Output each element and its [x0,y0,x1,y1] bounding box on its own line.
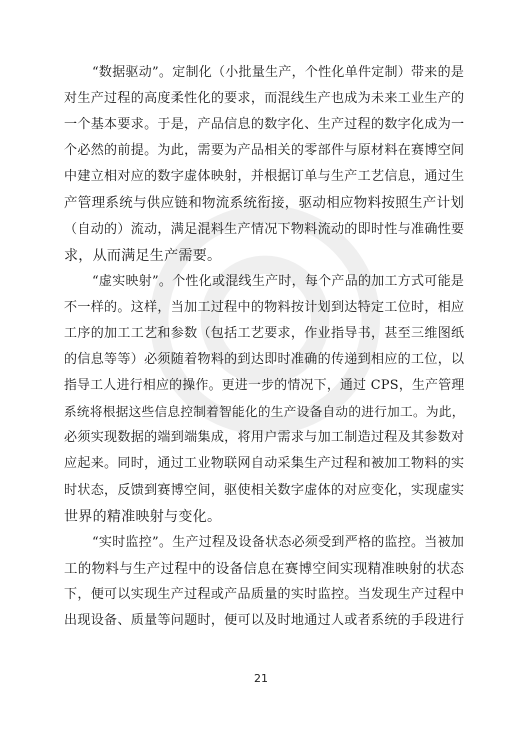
paragraph-line: “虚实映射”。个性化或混线生产时，每个产品的加工方式可能是 [92,273,465,289]
paragraph-line: “数据驱动”。定制化（小批量生产，个性化单件定制）带来的是 [92,65,465,80]
paragraph-line: 工序的加工工艺和参数（包括工艺要求，作业指导书，甚至三维图纸 [64,325,465,341]
paragraph-line: 的信息等等）必须随着物料的到达即时准确的传递到相应的工位，以 [64,352,465,368]
paragraph-line: 必须实现数据的端到端集成，将用户需求与加工制造过程及其参数对 [64,430,465,446]
paragraph-line: “实时监控”。生产过程及设备状态必须受到严格的监控。当被加 [92,534,465,550]
paragraph-line: 中建立相对应的数字虚体映射，并根据订单与生产工艺信息，通过生 [64,169,465,185]
paragraph-line: （自动的）流动，满足混料生产情况下物料流动的即时性与准确性要 [64,221,465,237]
paragraph-line: 指导工人进行相应的操作。更进一步的情况下，通过 CPS，生产管理 [64,378,465,394]
paragraph-line: 应起来。同时，通过工业物联网自动采集生产过程和被加工物料的实 [64,456,465,472]
paragraph-line: 求，从而满足生产需要。 [64,247,222,264]
paragraph-line: 一个基本要求。于是，产品信息的数字化、生产过程的数字化成为一 [64,117,465,133]
page-number: 21 [254,672,268,685]
paragraph-line: 不一样的。这样，当加工过程中的物料按计划到达特定工位时，相应 [64,299,465,315]
paragraph-line: 对生产过程的高度柔性化的要求，而混线生产也成为未来工业生产的 [64,91,465,107]
paragraph-line: 时状态，反馈到赛博空间，驱使相关数字虚体的对应变化，实现虚实 [64,482,465,498]
paragraph-line: 个必然的前提。为此，需要为产品相关的零部件与原材料在赛博空间 [64,143,465,159]
paragraph-line: 出现设备、质量等问题时，便可以及时地通过人或者系统的手段进行 [64,612,465,628]
body-text [64,60,464,634]
paragraph-line: 产管理系统与供应链和物流系统衔接，驱动相应物料按照生产计划 [64,195,465,212]
paragraph-line: 系统将根据这些信息控制着智能化的生产设备自动的进行加工。为此， [64,404,465,420]
paragraph-line: 世界的精准映射与变化。 [64,508,222,525]
paragraph-line: 下，便可以实现生产过程或产品质量的实时监控。当发现生产过程中 [64,586,465,602]
paragraph-line: 工的物料与生产过程中的设备信息在赛博空间实现精准映射的状态 [64,560,465,577]
